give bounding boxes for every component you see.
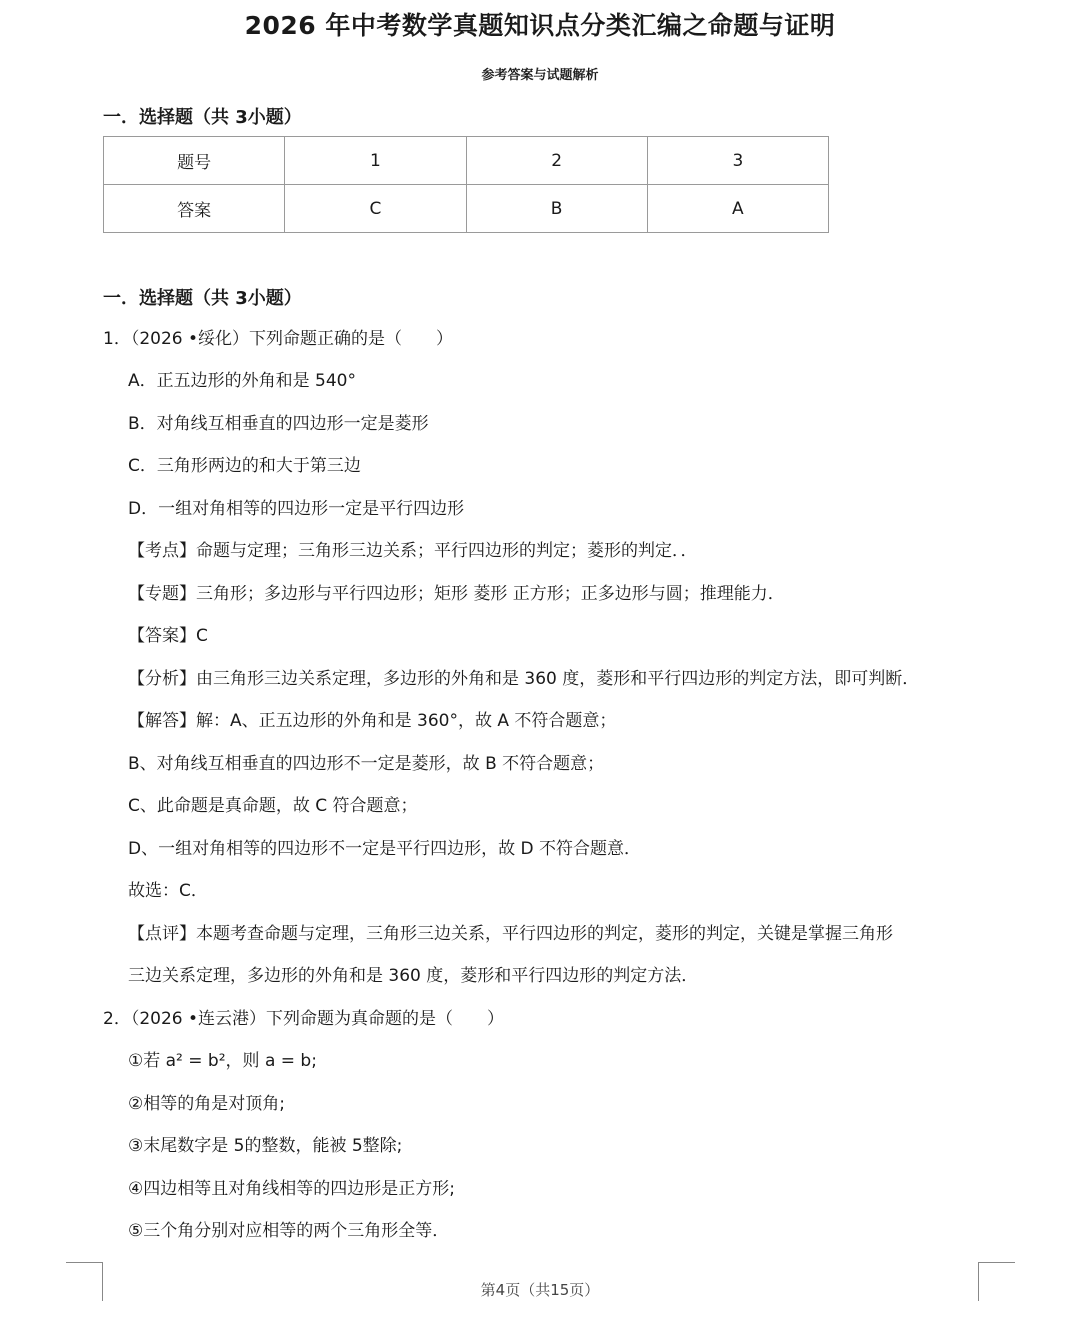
question-number-cell: 1 (285, 137, 466, 185)
question-number-cell: 2 (466, 137, 647, 185)
solution-line: D、一组对角相等的四边形不一定是平行四边形，故 D 不符合题意． (128, 839, 641, 859)
analysis-line: 【分析】由三角形三边关系定理，多边形的外角和是 360 度，菱形和平行四边形的判定方法，即可判断． (128, 669, 920, 689)
statement-line: ②相等的角是对顶角; (128, 1094, 285, 1114)
answer-table (103, 136, 829, 233)
statement-line: ③末尾数字是 5的整数，能被 5整除; (128, 1136, 403, 1156)
page-footer: 第4页（共15页） (480, 1281, 600, 1299)
knowledge-point: 【考点】命题与定理；三角形三边关系；平行四边形的判定；菱形的判定．． (128, 541, 698, 561)
table-row (104, 137, 829, 185)
statement-line: ⑤三个角分别对应相等的两个三角形全等． (128, 1221, 450, 1241)
solution-line: C、此命题是真命题，故 C 符合题意； (128, 796, 418, 816)
answer-cell: A (647, 185, 828, 233)
question-number-cell: 3 (647, 137, 828, 185)
option-line: B．对角线互相垂直的四边形一定是菱形 (128, 414, 429, 434)
document-title: 2026 年中考数学真题知识点分类汇编之命题与证明 (244, 11, 836, 40)
solution-line: B、对角线互相垂直的四边形不一定是菱形，故 B 不符合题意； (128, 754, 605, 774)
comment-line: 【点评】本题考查命题与定理，三角形三边关系，平行四边形的判定，菱形的判定，关键是掌握三角形 (128, 924, 893, 944)
answer-line: 【答案】C (128, 626, 208, 646)
section-heading: 一．选择题（共 3小题） (103, 288, 302, 309)
statement-line: ④四边相等且对角线相等的四边形是正方形; (128, 1179, 455, 1199)
table-header-cell: 题号 (104, 137, 285, 185)
option-line: A．正五边形的外角和是 540° (128, 371, 356, 391)
section-heading: 一．选择题（共 3小题） (103, 107, 302, 128)
table-row (104, 185, 829, 233)
document-subtitle: 参考答案与试题解析 (481, 68, 599, 83)
answer-cell: B (466, 185, 647, 233)
question-stem: 1．（2026 •绥化）下列命题正确的是（ ） (103, 329, 454, 349)
answer-cell: C (285, 185, 466, 233)
choice-line: 故选：C． (128, 881, 208, 901)
option-line: C．三角形两边的和大于第三边 (128, 456, 361, 476)
table-header-cell: 答案 (104, 185, 285, 233)
topic-line: 【专题】三角形；多边形与平行四边形；矩形 菱形 正方形；正多边形与圆；推理能力． (128, 584, 785, 604)
question-stem: 2．（2026 •连云港）下列命题为真命题的是（ ） (103, 1009, 505, 1029)
statement-line: ①若 a² = b²，则 a = b; (128, 1051, 317, 1071)
option-line: D．一组对角相等的四边形一定是平行四边形 (128, 499, 465, 519)
comment-line: 三边关系定理，多边形的外角和是 360 度，菱形和平行四边形的判定方法． (128, 966, 699, 986)
solution-line: 【解答】解：A、正五边形的外角和是 360°，故 A 不符合题意； (128, 711, 617, 731)
